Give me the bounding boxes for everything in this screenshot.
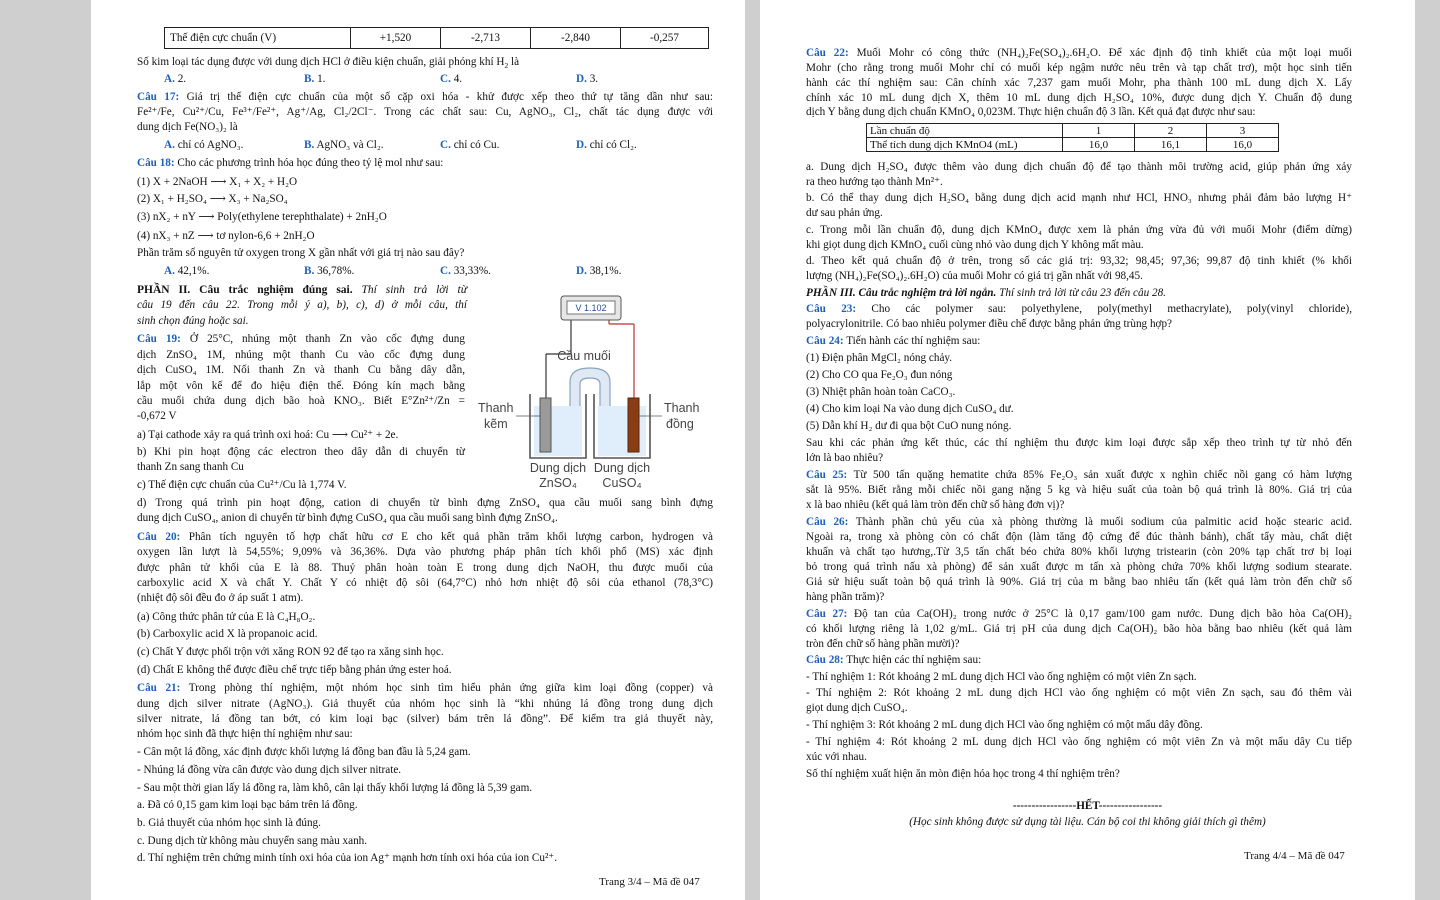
q18-option-d: D. 38,1%. (576, 265, 622, 277)
titration-header: 2 (1135, 124, 1207, 138)
q17-line-1: Câu 17: Giá trị thế điện cực chuẩn của một số cặp oxi hóa - khử được xếp theo thứ tự tăng dần như sau: (137, 91, 713, 103)
q21-line: silver nitrate, lá đồng tan bớt, có kim loại bạc (silver) bám trên lá đồng”. Để kiểm tra giả thuyết này, (137, 713, 713, 725)
q16-option-a: A. 2. (164, 73, 187, 85)
q23-line: Câu 23: Cho các polymer sau: polyethylene, poly(methyl methacrylate), poly(vinyl chloride), (806, 303, 1352, 315)
q18-option-c: C. 33,33%. (440, 265, 491, 277)
q27-line: tròn đến chữ số hàng phần mười)? (806, 638, 960, 650)
q21-step: - Cân một lá đồng, xác định được khối lượng lá đồng ban đầu là 5,24 gam. (137, 746, 471, 758)
copper-solution-label: Dung dịch (593, 461, 651, 475)
q19-line: Câu 19: Ở 25°C, nhúng một thanh Zn vào cốc đựng dung (137, 333, 465, 345)
q18-question: Phần trăm số nguyên tử oxygen trong X gần nhất với giá trị nào sau đây? (137, 247, 465, 259)
part-2-line: sinh chọn đúng hoặc sai. (137, 315, 249, 327)
titration-cell: Thể tích dung dịch KMnO4 (mL) (867, 138, 1063, 152)
q24-question: Sau khi các phản ứng kết thúc, các thí nghiệm thu được kim loại được sắp xếp theo trình tự từ nhỏ đến (806, 437, 1352, 449)
copper-bar (628, 398, 639, 452)
q28-experiment: - Thí nghiệm 4: Rót khoảng 2 mL dung dịch HCl vào ống nghiệm có một viên Zn và một mẩu dây Cu tiếp (806, 736, 1352, 748)
titration-cell: 16,0 (1063, 138, 1135, 152)
q21-step: - Sau một thời gian lấy lá đồng ra, làm khô, cân lại thấy khối lượng lá đồng là 5,39 gam. (137, 782, 533, 794)
q17-line-3: dung dịch Fe(NO₃)₂ là (137, 121, 238, 133)
q22-line: dịch Y bằng dung dịch chuẩn KMnO₄ 0,023M. Thực hiện chuẩn độ 3 lần. Kết quả đạt được như sau: (806, 106, 1256, 118)
q28-experiment: - Thí nghiệm 3: Rót khoảng 2 mL dung dịch HCl vào ống nghiệm có một mẩu dây đồng. (806, 719, 1203, 731)
q18-equation: (3) nX₂ + nY ⟶ Poly(ethylene terephthalate) + 2nH₂O (137, 211, 387, 223)
q19-line: dịch ZnSO₄ 1M, nhúng một thanh Cu vào cốc đựng dung (137, 349, 465, 361)
copper-solution-label: CuSO₄ (602, 476, 642, 490)
q21-line: nhóm học sinh đã thực hiện thí nghiệm như sau: (137, 728, 353, 740)
q24-item: (2) Cho CO qua Fe₂O₃ đun nóng (806, 369, 953, 381)
q21-statement-a: a. Đã có 0,15 gam kim loại bạc bám trên lá đồng. (137, 799, 358, 811)
q26-line: Câu 26: Thành phần chủ yếu của xà phòng thường là muối sodium của palmitic acid hoặc stearic acid. (806, 516, 1352, 528)
zinc-bar-label: kẽm (484, 417, 508, 431)
titration-header: Lần chuẩn độ (867, 124, 1063, 138)
q20-statement-b: (b) Carboxylic acid X là propanoic acid. (137, 628, 318, 640)
q21-line: dung dịch silver nitrate (AgNO₃). Giả thuyết của nhóm học sinh là “khi nhúng lá đồng trong dung dịch (137, 698, 713, 710)
q28-experiment-cont: giọt dung dịch CuSO₄. (806, 702, 908, 714)
q19-line: cầu muối chứa dung dịch bão hoà KNO₃. Biết E°Zn²⁺/Zn = (137, 395, 465, 407)
q16-option-d: D. 3. (576, 73, 599, 85)
q26-line: hàng phần trăm)? (806, 591, 885, 603)
part-2-heading: PHẦN II. Câu trắc nghiệm đúng sai. Thí sinh trả lời từ (137, 284, 467, 296)
q28-stem: Câu 28: Thực hiện các thí nghiệm sau: (806, 654, 982, 666)
q27-line: có khối lượng riêng là 1,02 g/mL. Giá trị pH của dung dịch Ca(OH)₂ bão hòa bằng bao nhiêu (kết quả làm (806, 623, 1352, 635)
salt-bridge-label: Cầu muối (557, 349, 611, 363)
q24-stem: Câu 24: Tiến hành các thí nghiệm sau: (806, 335, 981, 347)
q25-line: x là bao nhiêu (kết quả làm tròn đến chữ số hàng đơn vị)? (806, 499, 1065, 511)
q22-statement-c-cont: khi giọt dung dịch KMnO₄ cuối cùng nhỏ vào dung dịch Y không mất màu. (806, 239, 1144, 251)
q23-line: polyacrylonitrile. Có bao nhiêu polymer điều chế được bằng phản ứng trùng hợp? (806, 318, 1173, 330)
table-cell: -2,713 (441, 28, 531, 49)
q17-option-c: C. chỉ có Cu. (440, 139, 500, 151)
page-3-footer: Trang 3/4 – Mã đề 047 (599, 876, 700, 888)
q19-statement-b-cont: thanh Zn sang thanh Cu (137, 461, 244, 473)
q18-option-b: B. 36,78%. (304, 265, 355, 277)
q24-item: (3) Nhiệt phân hoàn toàn CaCO₃. (806, 386, 956, 398)
q21-statement-d: d. Thí nghiệm trên chứng minh tính oxi hóa của ion Ag⁺ mạnh hơn tính oxi hóa của ion Cu²⁺. (137, 852, 558, 864)
q28-experiment: - Thí nghiệm 1: Rót khoảng 2 mL dung dịch HCl vào ống nghiệm có một viên Zn sạch. (806, 671, 1197, 683)
titration-cell: 16,0 (1207, 138, 1279, 152)
zinc-solution-label: ZnSO₄ (539, 476, 577, 490)
q21-statement-c: c. Dung dịch từ không màu chuyển sang màu xanh. (137, 835, 368, 847)
q20-line: (nhiệt độ sôi đều đo ở áp suất 1 atm). (137, 592, 304, 604)
table-cell: +1,520 (351, 28, 441, 49)
q20-line: oxygen lần lượt là 54,55%; 9,09% và 36,36%. Dựa vào phương pháp phân tích khối phổ (MS) xác định (137, 546, 713, 558)
q18-equation: (1) X + 2NaOH ⟶ X₁ + X₂ + H₂O (137, 176, 298, 188)
q22-line: Câu 22: Muối Mohr có công thức (NH₄)₂Fe(SO₄)₂.6H₂O. Để xác định độ tinh khiết của một loại muối (806, 47, 1352, 59)
q18-equation: (2) X₁ + H₂SO₄ ⟶ X₃ + Na₂SO₄ (137, 193, 288, 205)
q20-line: được phân tử khối của E là 88. Thuỷ phân hoàn toàn E trong dung dịch NaOH, thu được muối của (137, 562, 713, 574)
q26-line: Ngoài ra, trong xà phòng còn có chất độn (làm tăng độ cứng để đúc thành bánh), chất tẩy màu, chất diệt (806, 531, 1352, 543)
q19-statement-a: a) Tại cathode xảy ra quá trình oxi hoá: Cu ⟶ Cu²⁺ + 2e. (137, 429, 399, 441)
q26-line: bỏ trong quá trình nấu xà phòng) để sản xuất được m tấn xà phòng chứa 70% khối lượng sodium stearate. (806, 561, 1352, 573)
q16-stem: Số kim loại tác dụng được với dung dịch HCl ở điều kiện chuẩn, giải phóng khí $H_2$ là (137, 56, 520, 71)
exam-note: (Học sinh không được sử dụng tài liệu. Cán bộ coi thi không giải thích gì thêm) (909, 816, 1266, 828)
q22-line: chính xác 10 mL dung dịch X, thêm 10 mL dung dịch H₂SO₄ 10%, được dung dịch Y. Chuẩn độ dung (806, 92, 1352, 104)
q18-stem: Câu 18: Cho các phương trình hóa học đúng theo tỷ lệ mol như sau: (137, 157, 444, 169)
q24-question-cont: lớn là bao nhiêu? (806, 452, 884, 464)
q22-statement-a-cont: ra theo hướng tạo thành Mn²⁺. (806, 176, 943, 188)
zinc-bar (540, 398, 551, 452)
part-3-heading: PHẦN III. Câu trắc nghiệm trả lời ngắn. Thí sinh trả lời từ câu 23 đến câu 28. (806, 287, 1166, 299)
q16-option-b: B. 1. (304, 73, 326, 85)
q17-option-a: A. chỉ có AgNO₃. (164, 139, 244, 151)
q28-experiment-cont: xúc với nhau. (806, 751, 867, 763)
q17-option-d: D. chỉ có Cl₂. (576, 139, 637, 151)
q19-line: lắp một vôn kế để đo hiệu điện thế. Đóng kín mạch bằng (137, 380, 465, 392)
q24-item: (4) Cho kim loại Na vào dung dịch CuSO₄ dư. (806, 403, 1014, 415)
q22-statement-d-cont: lượng (NH₄)₂Fe(SO₄)₂.6H₂O) của muối Mohr có giá trị gần nhất với 98,45. (806, 270, 1143, 282)
q19-line: -0,672 V (137, 410, 177, 422)
q25-line: Câu 25: Từ 500 tấn quặng hematite chứa 85% Fe₂O₃ sản xuất được x nghìn chiếc nồi gang có hàm lượng (806, 469, 1352, 481)
table-cell: -0,257 (621, 28, 709, 49)
q21-line: Câu 21: Trong phòng thí nghiệm, một nhóm học sinh tìm hiểu phản ứng giữa kim loại đồng (copper) và (137, 682, 713, 694)
q22-line: Mohr (cho rằng trong muối Mohr chỉ có muối kép ngậm nước nêu trên và tạp chất trơ), một học sinh tiến (806, 62, 1352, 74)
electrode-potential-table (164, 27, 709, 49)
q19-statement-d: d) Trong quá trình pin hoạt động, cation di chuyển từ bình đựng ZnSO₄ qua cầu muối sang bình đựng (137, 497, 713, 509)
q17-option-b: B. AgNO₃ và Cl₂. (304, 139, 384, 151)
zinc-bar-label: Thanh (478, 401, 514, 415)
q20-statement-a: (a) Công thức phân tử của E là C₄H₈O₂. (137, 611, 316, 623)
q27-line: Câu 27: Độ tan của Ca(OH)₂ trong nước ở 25°C là 0,17 gam/100 gam nước. Dung dịch bão hòa Ca(OH)₂ (806, 608, 1353, 620)
zinc-solution-label: Dung dịch (529, 461, 587, 475)
q20-statement-d: (d) Chất E không thể được điều chế trực tiếp bằng phản ứng ester hoá. (137, 664, 452, 676)
q19-statement-c: c) Thế điện cực chuẩn của Cu²⁺/Cu là 1,774 V. (137, 479, 347, 491)
q24-item: (5) Dẫn khí H₂ dư đi qua bột CuO nung nóng. (806, 420, 1012, 432)
table-row-label: Thế điện cực chuẩn (V) (165, 28, 351, 49)
q22-statement-c: c. Trong mỗi lần chuẩn độ, dung dịch KMnO₄ được xem là phản ứng vừa đủ với muối Mohr (điểm dừng) (806, 224, 1352, 236)
voltmeter-reading: V 1.102 (575, 303, 607, 313)
galvanic-cell-diagram (476, 294, 726, 490)
q28-question: Số thí nghiệm xuất hiện ăn mòn điện hóa học trong 4 thí nghiệm trên? (806, 768, 1120, 780)
q22-statement-b-cont: dư sau phản ứng. (806, 207, 883, 219)
q22-statement-b: b. Có thể thay dung dịch H₂SO₄ bằng dung dịch acid mạnh như HCl, HNO₃ nhưng phải đảm bảo lượng H⁺ (806, 192, 1352, 204)
q21-statement-b: b. Giả thuyết của nhóm học sinh là đúng. (137, 817, 321, 829)
page-4 (760, 0, 1415, 900)
q18-option-a: A. 42,1%. (164, 265, 210, 277)
titration-cell: 16,1 (1135, 138, 1207, 152)
copper-bar-label: đồng (666, 417, 694, 431)
titration-table (866, 123, 1279, 152)
q19-line: dịch CuSO₄ 1M. Nối thanh Zn và thanh Cu bằng dây dẫn, (137, 364, 465, 376)
q20-line: Câu 20: Phân tích nguyên tố hợp chất hữu cơ E cho kết quả phần trăm khối lượng carbon, hydrogen và (137, 531, 713, 543)
q26-line: khuẩn và chất tạo hương,.Từ 3,5 tấn chất béo chứa 80% khối lượng tristearin (còn 20% tạp chất trơ bị loại (806, 546, 1352, 558)
copper-bar-label: Thanh (664, 401, 700, 415)
q22-line: hành các thí nghiệm sau: Cân chính xác 7,237 gam muối Mohr, pha thành 100 mL dung dịch X. Lấy (806, 77, 1352, 89)
q20-statement-c: (c) Chất Y được phối trộn với xăng RON 92 để tạo ra xăng sinh học. (137, 646, 444, 658)
q22-statement-d: d. Theo kết quả chuẩn độ ở trên, trong số các giá trị: 93,32; 98,45; 97,36; 99,87 độ tinh khiết (% khối (806, 255, 1352, 267)
q24-item: (1) Điện phân MgCl₂ nóng chảy. (806, 352, 953, 364)
table-cell: -2,840 (531, 28, 621, 49)
q20-line: carboxylic acid X và chất Y. Chất Y có nhiệt độ sôi (64,7°C) nhỏ hơn nhiệt độ sôi của ethanol (78,3°C) (137, 577, 713, 589)
q22-statement-a: a. Dung dịch H₂SO₄ được thêm vào dung dịch chuẩn độ để tạo thành môi trường acid, giúp phản ứng xảy (806, 161, 1352, 173)
q26-line: Giả sử hiệu suất toàn bộ quá trình là 90%. Giá trị của m bằng bao nhiêu tấn (kết quả làm tròn đến chữ số (806, 576, 1352, 588)
titration-header: 1 (1063, 124, 1135, 138)
q21-step: - Nhúng lá đồng vừa cân được vào dung dịch silver nitrate. (137, 764, 402, 776)
q18-equation: (4) nX₃ + nZ ⟶ tơ nylon-6,6 + 2nH₂O (137, 230, 315, 242)
page-4-footer: Trang 4/4 – Mã đề 047 (1244, 850, 1345, 862)
end-marker: -----------------HẾT----------------- (1012, 800, 1163, 812)
page-3 (91, 0, 745, 900)
titration-header: 3 (1207, 124, 1279, 138)
part-2-line: câu 19 đến câu 22. Trong mỗi ý a), b), c), d) ở mỗi câu, thí (137, 299, 467, 311)
q25-line: sắt là 95%. Biết rằng mỗi chiếc nồi gang nặng 5 kg và hiệu suất của toàn bộ quá trình là 80%. Giá trị của (806, 484, 1352, 496)
q28-experiment: - Thí nghiệm 2: Rót khoảng 2 mL dung dịch HCl vào ống nghiệm có một viên Zn sạch, sau đó thêm vài (806, 687, 1352, 699)
q19-statement-d-cont: dung dịch CuSO₄, anion di chuyển từ bình đựng CuSO₄ qua cầu muối sang bình đựng ZnSO₄. (137, 512, 558, 524)
q16-option-c: C. 4. (440, 73, 463, 85)
q19-statement-b: b) Khi pin hoạt động các electron theo dây dẫn di chuyển từ (137, 446, 465, 458)
q17-line-2: Fe²⁺/Fe, Cu²⁺/Cu, Fe³⁺/Fe²⁺, Ag⁺/Ag, Cl₂/2Cl⁻. Trong các chất sau: Cu, AgNO₃, Cl₂, chất tác dụng được với (137, 106, 713, 118)
